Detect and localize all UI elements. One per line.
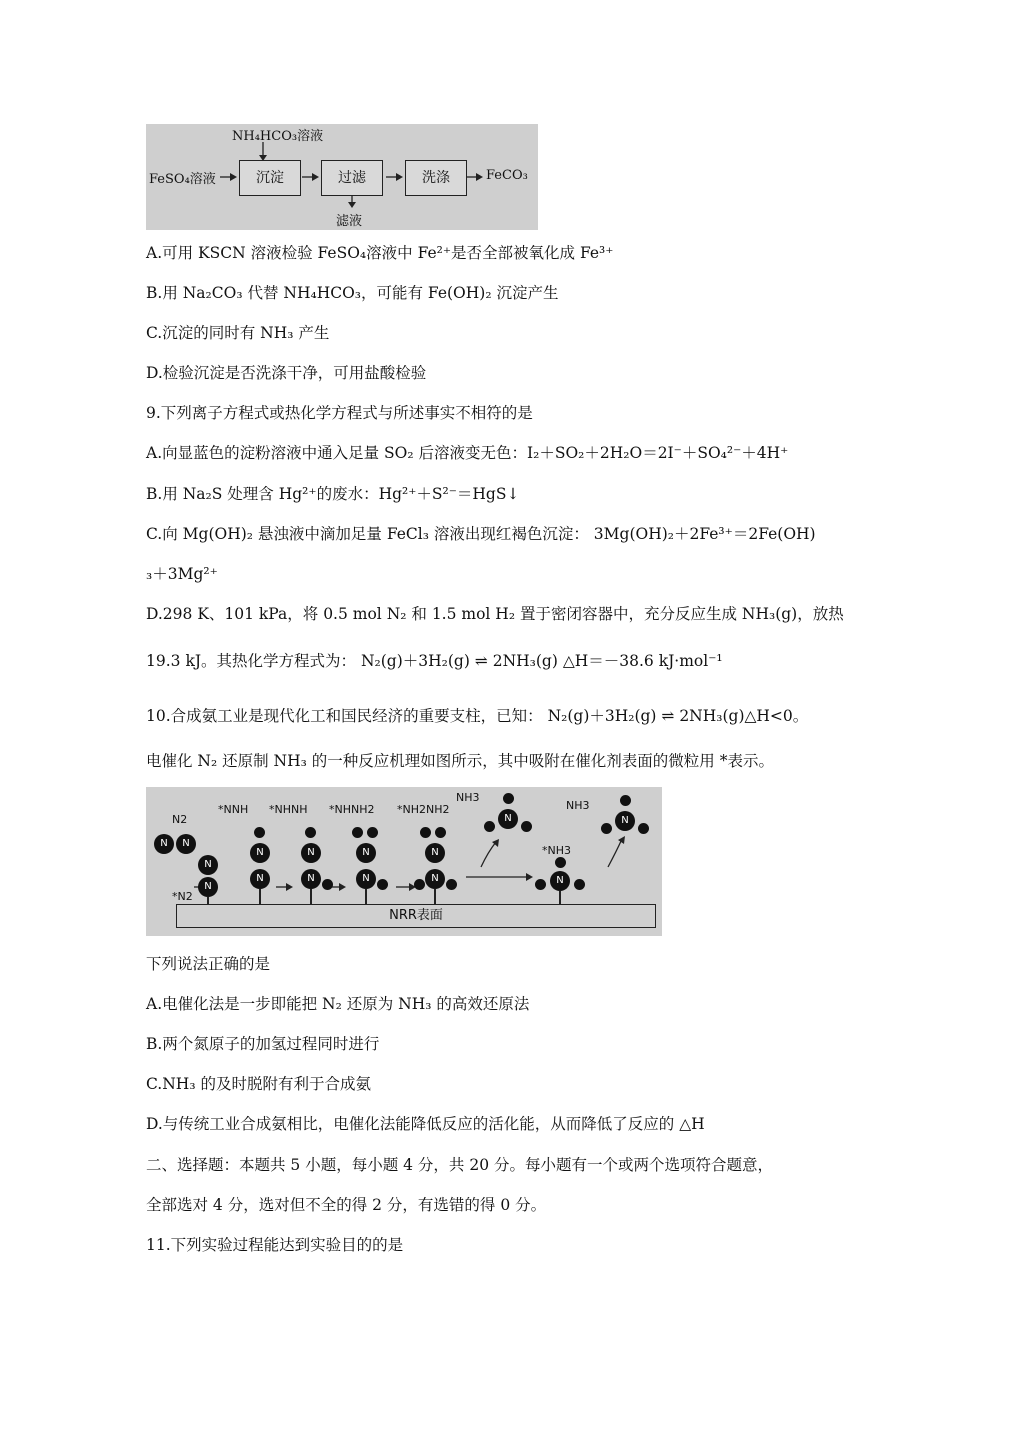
start-label: FeSO₄溶液 xyxy=(149,172,216,187)
h-atom xyxy=(446,879,457,890)
h-atom xyxy=(377,879,388,890)
q10-option-a: A.电催化法是一步即能把 N₂ 还原为 NH₃ 的高效还原法 xyxy=(146,995,530,1013)
flowchart-figure xyxy=(146,124,538,230)
reagent-label: NH₄HCO₃溶液 xyxy=(232,129,324,144)
nh3-label-b: NH3 xyxy=(566,799,590,812)
n-atom: N xyxy=(498,809,518,829)
surface-bond xyxy=(365,889,367,904)
h-atom xyxy=(484,821,495,832)
end-label: FeCO₃ xyxy=(486,168,528,183)
q10-option-b: B.两个氮原子的加氢过程同时进行 xyxy=(146,1035,380,1053)
q9-option-c-line1: C.向 Mg(OH)₂ 悬浊液中滴加足量 FeCl₃ 溶液出现红褐色沉淀： 3Mg(OH)₂＋2Fe³⁺＝2Fe(OH) xyxy=(146,525,816,543)
q9-option-c-line2: ₃＋3Mg²⁺ xyxy=(146,565,218,583)
h-atom xyxy=(435,827,446,838)
q8-option-a: A.可用 KSCN 溶液检验 FeSO₄溶液中 Fe²⁺是否全部被氧化成 Fe³⁺ xyxy=(146,244,614,262)
h-atom xyxy=(574,879,585,890)
nh3-label-a: NH3 xyxy=(456,791,480,804)
surface-bond xyxy=(559,891,561,904)
n-atom: N xyxy=(425,869,445,889)
section2-heading: 二、选择题：本题共 5 小题，每小题 4 分，共 20 分。每小题有一个或两个选项符合题意， xyxy=(146,1156,774,1174)
h-atom xyxy=(521,821,532,832)
surface-bond xyxy=(434,889,436,904)
n-atom: N xyxy=(550,871,570,891)
h-atom xyxy=(414,879,425,890)
q9-option-d-line2: 19.3 kJ。其热化学方程式为： N₂(g)＋3H₂(g) ⇌ 2NH₃(g) △H＝－38.6 kJ·mol⁻¹ xyxy=(146,652,723,670)
h-atom xyxy=(254,827,265,838)
step-filter: 过滤 xyxy=(321,160,383,196)
n-atom: N xyxy=(198,855,218,875)
n-atom: N xyxy=(615,811,635,831)
q11-stem: 11.下列实验过程能达到实验目的的是 xyxy=(146,1236,404,1254)
surface-bond xyxy=(310,889,312,904)
h-atom xyxy=(555,857,566,868)
n-atom: N xyxy=(154,834,174,854)
q9-option-a: A.向显蓝色的淀粉溶液中通入足量 SO₂ 后溶液变无色：I₂＋SO₂＋2H₂O＝2I⁻＋SO₄²⁻＋4H⁺ xyxy=(146,444,789,462)
q9-option-d-line1: D.298 K、101 kPa，将 0.5 mol N₂ 和 1.5 mol H₂ 置于密闭容器中，充分反应生成 NH₃(g)，放热 xyxy=(146,605,844,623)
h-atom xyxy=(535,879,546,890)
star-n2-label: *N2 xyxy=(172,890,193,903)
n-atom: N xyxy=(425,843,445,863)
h-atom xyxy=(601,823,612,834)
h-atom xyxy=(352,827,363,838)
q8-option-c: C.沉淀的同时有 NH₃ 产生 xyxy=(146,324,330,342)
n-atom: N xyxy=(250,869,270,889)
surface-bond xyxy=(259,889,261,904)
nhnh2-label: *NHNH2 xyxy=(329,803,375,816)
n-atom: N xyxy=(356,843,376,863)
section2-instructions: 全部选对 4 分，选对但不全的得 2 分，有选错的得 0 分。 xyxy=(146,1196,547,1214)
q10-stem-line2: 电催化 N₂ 还原制 NH₃ 的一种反应机理如图所示，其中吸附在催化剂表面的微粒用 *表示。 xyxy=(146,752,774,770)
nrr-surface: NRR表面 xyxy=(176,904,656,928)
nh2nh2-label: *NH2NH2 xyxy=(397,803,450,816)
q10-option-d: D.与传统工业合成氨相比，电催化法能降低反应的活化能，从而降低了反应的 △H xyxy=(146,1115,705,1133)
n-atom: N xyxy=(301,843,321,863)
n2-label: N2 xyxy=(172,813,188,826)
n-atom: N xyxy=(301,869,321,889)
step-precipitate: 沉淀 xyxy=(239,160,301,196)
q10-stem-line1: 10.合成氨工业是现代化工和国民经济的重要支柱，已知： N₂(g)＋3H₂(g) ⇌ 2NH₃(g)△H<0。 xyxy=(146,707,809,725)
surface-bond xyxy=(207,897,209,904)
h-atom xyxy=(305,827,316,838)
q8-option-d: D.检验沉淀是否洗涤干净，可用盐酸检验 xyxy=(146,364,427,382)
filtrate-label: 滤液 xyxy=(336,214,363,229)
h-atom xyxy=(620,795,631,806)
q10-option-c: C.NH₃ 的及时脱附有利于合成氨 xyxy=(146,1075,371,1093)
n-atom: N xyxy=(176,834,196,854)
mechanism-figure xyxy=(146,787,662,936)
n-atom: N xyxy=(356,869,376,889)
h-atom xyxy=(503,793,514,804)
q9-option-b: B.用 Na₂S 处理含 Hg²⁺的废水：Hg²⁺＋S²⁻＝HgS↓ xyxy=(146,485,520,503)
q8-option-b: B.用 Na₂CO₃ 代替 NH₄HCO₃，可能有 Fe(OH)₂ 沉淀产生 xyxy=(146,284,559,302)
n-atom: N xyxy=(198,877,218,897)
h-atom xyxy=(638,823,649,834)
h-atom xyxy=(420,827,431,838)
nhnh-label: *NHNH xyxy=(269,803,308,816)
n-atom: N xyxy=(250,843,270,863)
nnh-label: *NNH xyxy=(218,803,249,816)
step-wash: 洗涤 xyxy=(405,160,467,196)
h-atom xyxy=(322,879,333,890)
star-nh3-label: *NH3 xyxy=(542,844,571,857)
q10-question: 下列说法正确的是 xyxy=(146,955,271,973)
h-atom xyxy=(367,827,378,838)
q9-stem: 9.下列离子方程式或热化学方程式与所述事实不相符的是 xyxy=(146,404,533,422)
